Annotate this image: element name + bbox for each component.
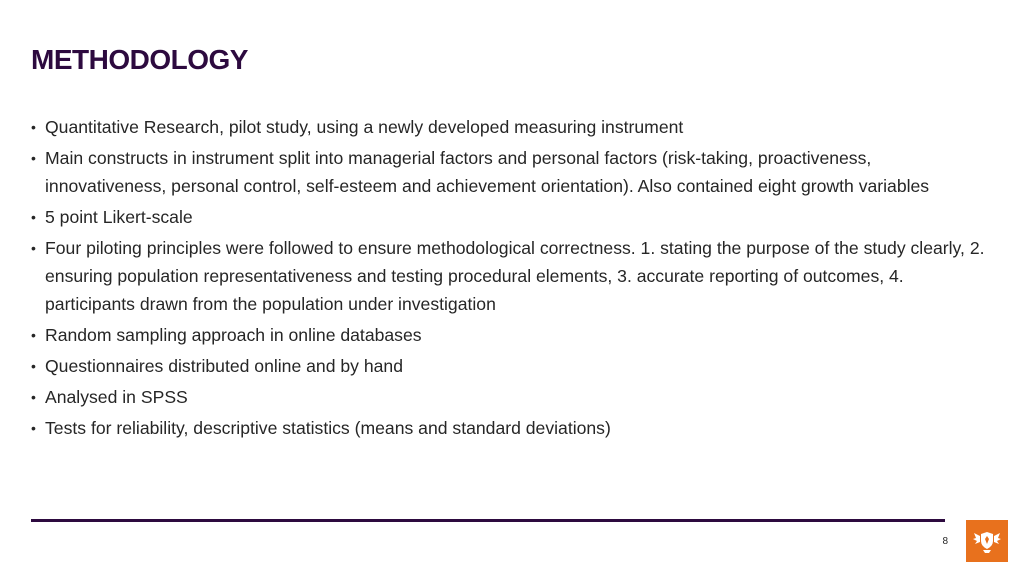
footer-divider (31, 519, 945, 522)
bullet-item (31, 203, 996, 231)
bullet-list (31, 113, 996, 445)
bullet-marker: • (31, 327, 36, 343)
bullet-text: Analysed in SPSS (45, 387, 188, 407)
bullet-item (31, 321, 996, 349)
slide-title: METHODOLOGY (31, 44, 248, 75)
bullet-item (31, 383, 996, 411)
bullet-text: Random sampling approach in online databases (45, 325, 422, 345)
bullet-text: Questionnaires distributed online and by hand (45, 356, 403, 376)
bullet-marker: • (31, 358, 36, 374)
bullet-marker: • (31, 389, 36, 405)
bullet-text: Four piloting principles were followed to ensure methodological correctness. 1. stating the purpose of the study clearly, 2. ensuring population representativeness and testing procedural elements, 3. accurate reporting of outcomes, 4. participants drawn from the population under investigation (45, 238, 985, 314)
bullet-text: Main constructs in instrument split into managerial factors and personal factors (risk-taking, proactiveness, innovativeness, personal control, self-esteem and achievement orientation). Also contained eight growth variables (45, 148, 930, 196)
bullet-item (31, 144, 996, 200)
bullet-item (31, 414, 996, 442)
bullet-marker: • (31, 209, 36, 225)
bullet-item (31, 234, 996, 318)
bullet-marker: • (31, 119, 36, 135)
bullet-marker: • (31, 420, 36, 436)
university-crest-icon (966, 520, 1008, 562)
bullet-text: Quantitative Research, pilot study, using a newly developed measuring instrument (45, 117, 684, 137)
crest-graphic (966, 520, 1008, 562)
page-number: 8 (942, 536, 948, 547)
bullet-marker: • (31, 150, 36, 166)
bullet-marker: • (31, 240, 36, 256)
bullet-text: 5 point Likert-scale (45, 207, 193, 227)
bullet-item (31, 113, 996, 141)
bullet-text: Tests for reliability, descriptive statistics (means and standard deviations) (45, 418, 611, 438)
bullet-item (31, 352, 996, 380)
